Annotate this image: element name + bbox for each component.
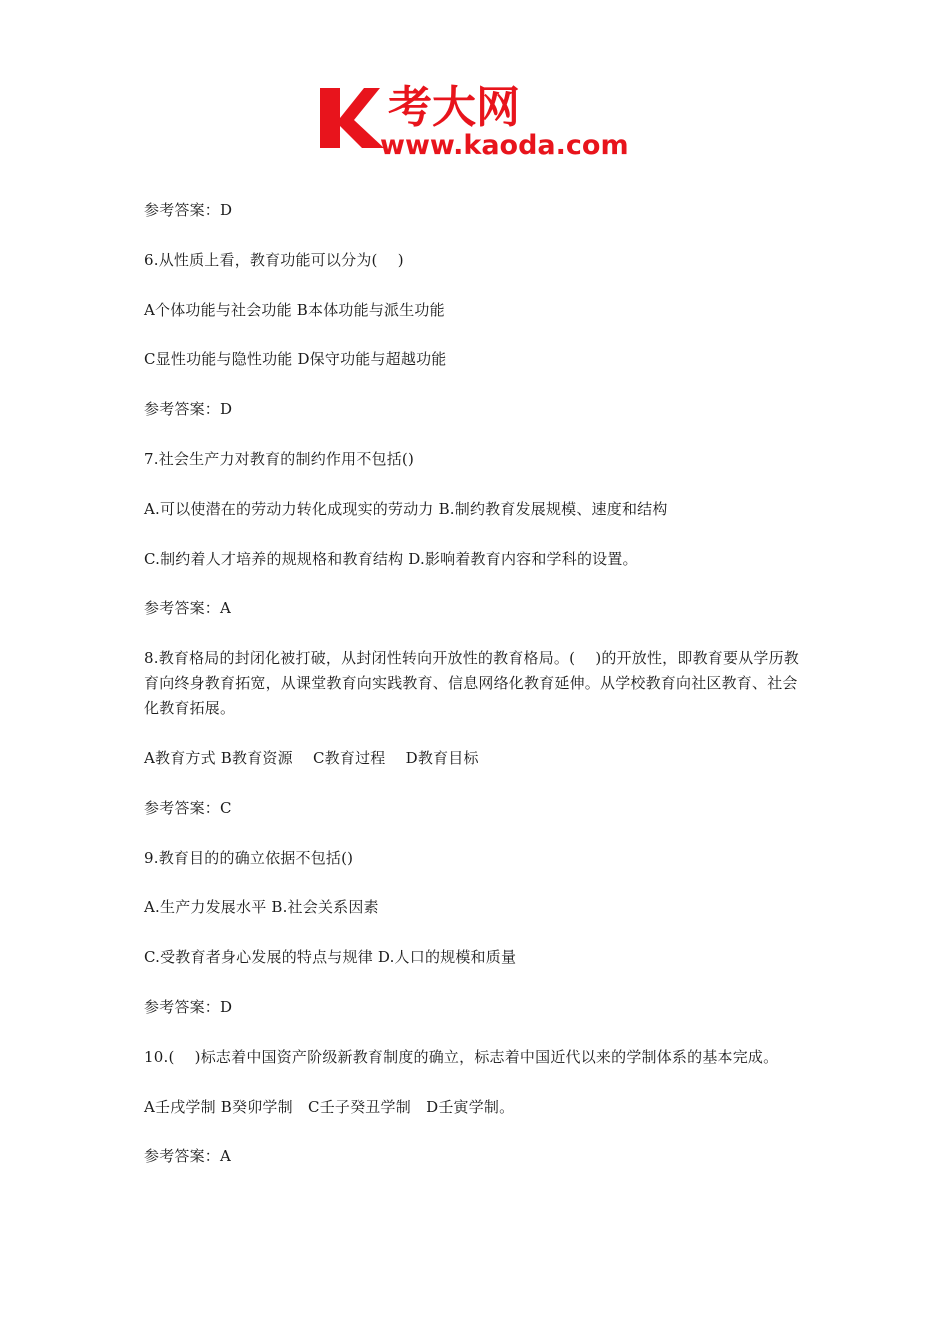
question-6-answer: 参考答案：D: [144, 400, 233, 419]
question-6-options-ab: A个体功能与社会功能 B本体功能与派生功能: [144, 300, 445, 319]
question-7: 7.社会生产力对教育的制约作用不包括(): [144, 449, 415, 468]
question-6: 6.从性质上看，教育功能可以分为( ): [144, 250, 404, 269]
question-8: 8.教育格局的封闭化被打破，从封闭性转向开放性的教育格局。( )的开放性，即教育要从学历教育向终身教育拓宽，从课堂教育向实践教育、信息网络化教育延伸。从学校教育向社区教育、社会化教育拓展。: [144, 649, 799, 718]
question-9-options-cd: C.受教育者身心发展的特点与规律 D.人口的规模和质量: [144, 948, 517, 967]
question-7-answer: 参考答案：A: [144, 599, 232, 618]
question-10-options: A壬戌学制 B癸卯学制 C壬子癸丑学制 D壬寅学制。: [144, 1097, 515, 1116]
question-9-answer: 参考答案：D: [144, 997, 233, 1016]
question-10: 10.( )标志着中国资产阶级新教育制度的确立，标志着中国近代以来的学制体系的基本完成。: [144, 1047, 779, 1066]
question-9-options-ab: A.生产力发展水平 B.社会关系因素: [144, 898, 379, 917]
logo-brand-text: 考大网: [388, 82, 520, 133]
question-7-options-cd: C.制约着人才培养的规规格和教育结构 D.影响着教育内容和学科的设置。: [144, 549, 638, 568]
question-8-answer: 参考答案：C: [144, 798, 232, 817]
answer-line: 参考答案：D: [144, 201, 233, 219]
kaoda-logo-graphic: [318, 80, 638, 160]
question-10-answer: 参考答案：A: [144, 1147, 232, 1166]
question-9: 9.教育目的的确立依据不包括(): [144, 848, 354, 867]
logo-url-text: www.kaoda.com: [380, 130, 629, 160]
question-8-options: A教育方式 B教育资源 C教育过程 D教育目标: [144, 748, 479, 767]
question-6-options-cd: C显性功能与隐性功能 D保守功能与超越功能: [144, 350, 447, 369]
question-list: [144, 198, 810, 1194]
question-7-options-ab: A.可以使潜在的劳动力转化成现实的劳动力 B.制约教育发展规模、速度和结构: [144, 499, 668, 518]
kaoda-logo: [318, 80, 638, 160]
